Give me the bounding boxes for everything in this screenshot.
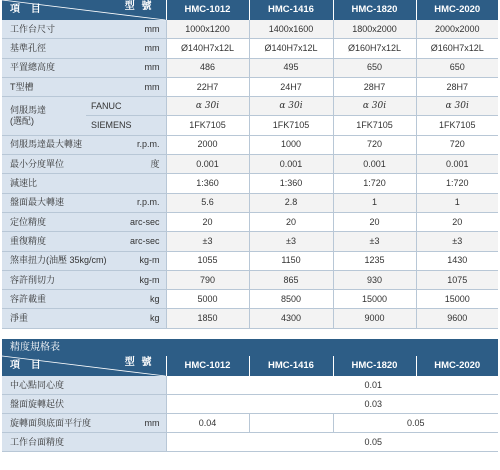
row-label-cell [2, 290, 86, 309]
model-header: HMC-1416 [249, 356, 333, 376]
value-cell: 15000 [416, 290, 498, 309]
item-label: 項 目 [10, 4, 45, 15]
row-label: 容許載重 [10, 293, 47, 304]
servo-label-cell [2, 97, 86, 136]
row-label: 工作台尺寸 [10, 23, 56, 34]
row-unit: mm [86, 77, 166, 96]
table-row [2, 232, 498, 251]
value-cell: 1150 [249, 251, 333, 270]
table-row [2, 193, 498, 212]
row-unit [86, 433, 166, 452]
row-label-cell [2, 135, 86, 154]
value-cell: 1FK7105 [416, 116, 498, 135]
spec-header-row [2, 0, 498, 20]
row-label-cell [2, 193, 86, 212]
value-cell: 0.01 [166, 376, 498, 395]
value-cell [249, 414, 333, 433]
value-cell: 20 [249, 212, 333, 231]
value-cell: 650 [333, 58, 416, 77]
value-cell: 0.03 [166, 395, 498, 414]
value-cell: 9600 [416, 309, 498, 328]
spec-header-item-cell [2, 0, 166, 20]
row-label: 平置總高度 [10, 62, 56, 73]
table-row [2, 58, 498, 77]
row-label: 中心點同心度 [10, 379, 65, 390]
row-unit: kg [86, 290, 166, 309]
row-label: 盤面旋轉起伏 [10, 398, 65, 409]
model-header: HMC-2020 [416, 0, 498, 20]
value-cell: 5000 [166, 290, 249, 309]
value-cell: 790 [166, 270, 249, 289]
value-cell: 1FK7105 [249, 116, 333, 135]
value-cell: α 30i [249, 97, 333, 116]
value-cell: α 30i [166, 97, 249, 116]
row-unit: 度 [86, 155, 166, 174]
value-cell: 2.8 [249, 193, 333, 212]
row-label-cell [2, 77, 86, 96]
row-unit [86, 174, 166, 193]
value-cell: 865 [249, 270, 333, 289]
value-cell: 5.6 [166, 193, 249, 212]
value-cell: 9000 [333, 309, 416, 328]
value-cell: 1:720 [416, 174, 498, 193]
value-cell: 28H7 [333, 77, 416, 96]
value-cell: 20 [416, 212, 498, 231]
row-label-cell [2, 212, 86, 231]
model-header: HMC-1012 [166, 356, 249, 376]
row-label-cell [2, 251, 107, 270]
row-label: 煞車扭力(油壓 35kg/cm) [10, 255, 107, 266]
value-cell: 720 [416, 135, 498, 154]
row-label: 重復精度 [10, 235, 47, 246]
row-label-cell [2, 309, 86, 328]
table-row [2, 155, 498, 174]
precision-header-row [2, 356, 498, 376]
value-cell: 1400x1600 [249, 20, 333, 39]
table-row [2, 97, 498, 116]
row-label-cell [2, 232, 86, 251]
value-cell: 930 [333, 270, 416, 289]
value-cell: 0.001 [416, 155, 498, 174]
table-row [2, 309, 498, 328]
row-label: 基準孔徑 [10, 42, 47, 53]
precision-header-item-cell [2, 356, 166, 376]
value-cell: 0.001 [249, 155, 333, 174]
value-cell: Ø140H7x12L [166, 39, 249, 58]
precision-row [2, 376, 498, 395]
value-cell: 20 [166, 212, 249, 231]
value-cell: α 30i [333, 97, 416, 116]
row-label: 最小分度單位 [10, 158, 65, 169]
row-label: 定位精度 [10, 216, 47, 227]
row-label-cell [2, 58, 86, 77]
row-label: 工作台面精度 [10, 436, 65, 447]
row-unit [86, 395, 166, 414]
precision-row [2, 395, 498, 414]
row-label: 淨重 [10, 313, 29, 324]
table-row [2, 20, 498, 39]
servo-label-line1: 伺服馬達 [10, 104, 47, 115]
row-label-cell [2, 376, 86, 395]
value-cell: 8500 [249, 290, 333, 309]
model-header: HMC-1416 [249, 0, 333, 20]
row-unit: kg-m [86, 251, 166, 270]
precision-table [2, 356, 498, 452]
item-label: 項 目 [10, 360, 45, 371]
row-unit: mm [86, 39, 166, 58]
model-header: HMC-1820 [333, 0, 416, 20]
row-label: 伺服馬達最大轉速 [10, 139, 83, 150]
value-cell: 20 [333, 212, 416, 231]
servo-label-line2: (選配) [10, 115, 34, 126]
table-row [2, 212, 498, 231]
table-row [2, 251, 498, 270]
value-cell: 1FK7105 [333, 116, 416, 135]
value-cell: 28H7 [416, 77, 498, 96]
value-cell: 1FK7105 [166, 116, 249, 135]
row-unit: kg-m [86, 270, 166, 289]
row-label: 盤面最大轉速 [10, 197, 65, 208]
row-label: T型槽 [10, 81, 34, 92]
value-cell: ±3 [166, 232, 249, 251]
value-cell: 0.04 [166, 414, 249, 433]
servo-sub-label: SIEMENS [86, 116, 166, 135]
row-label-cell [2, 20, 86, 39]
value-cell: 1000 [249, 135, 333, 154]
value-cell: Ø140H7x12L [249, 39, 333, 58]
value-cell: 1:720 [333, 174, 416, 193]
value-cell: 1430 [416, 251, 498, 270]
table-row [2, 39, 498, 58]
model-header: HMC-1012 [166, 0, 249, 20]
row-label-cell [2, 39, 86, 58]
value-cell: 0.001 [333, 155, 416, 174]
precision-row [2, 414, 498, 433]
value-cell: 486 [166, 58, 249, 77]
table-row [2, 135, 498, 154]
row-label-cell [2, 155, 86, 174]
servo-sub-label: FANUC [86, 97, 166, 116]
model-header: HMC-1820 [333, 356, 416, 376]
row-label-cell [2, 270, 86, 289]
value-cell: 0.001 [166, 155, 249, 174]
row-label: 容許削切力 [10, 274, 56, 285]
model-label: 型 號 [124, 1, 154, 12]
value-cell: 495 [249, 58, 333, 77]
value-cell: Ø160H7x12L [416, 39, 498, 58]
row-unit: mm [86, 58, 166, 77]
value-cell: 0.05 [333, 414, 498, 433]
table-row [2, 270, 498, 289]
row-unit: arc-sec [86, 232, 166, 251]
table-row [2, 174, 498, 193]
row-label: 旋轉面與底面平行度 [10, 417, 92, 428]
row-label-cell [2, 414, 92, 433]
value-cell: 24H7 [249, 77, 333, 96]
row-label-cell [2, 174, 86, 193]
precision-row [2, 433, 498, 452]
row-unit: mm [86, 414, 166, 433]
value-cell: α 30i [416, 97, 498, 116]
value-cell: 1235 [333, 251, 416, 270]
row-label-cell [2, 395, 86, 414]
value-cell: 650 [416, 58, 498, 77]
table-row [2, 77, 498, 96]
row-unit: kg [86, 309, 166, 328]
value-cell: 1 [416, 193, 498, 212]
model-label: 型 號 [124, 357, 154, 368]
value-cell: 1075 [416, 270, 498, 289]
value-cell: ±3 [333, 232, 416, 251]
row-unit: arc-sec [86, 212, 166, 231]
row-label: 減速比 [10, 178, 38, 189]
value-cell: 2000 [166, 135, 249, 154]
value-cell: 1800x2000 [333, 20, 416, 39]
value-cell: Ø160H7x12L [333, 39, 416, 58]
value-cell: 22H7 [166, 77, 249, 96]
value-cell: 2000x2000 [416, 20, 498, 39]
row-unit: r.p.m. [86, 193, 166, 212]
value-cell: 1 [333, 193, 416, 212]
table-row [2, 290, 498, 309]
value-cell: 15000 [333, 290, 416, 309]
spec-table [2, 0, 498, 329]
row-unit: mm [86, 20, 166, 39]
value-cell: 1:360 [166, 174, 249, 193]
value-cell: 1850 [166, 309, 249, 328]
value-cell: ±3 [249, 232, 333, 251]
value-cell: 720 [333, 135, 416, 154]
section-title: 精度規格表 [2, 339, 498, 356]
row-unit: r.p.m. [86, 135, 166, 154]
value-cell: 1000x1200 [166, 20, 249, 39]
value-cell: 1055 [166, 251, 249, 270]
row-label-cell [2, 433, 86, 452]
value-cell: 1:360 [249, 174, 333, 193]
row-unit [86, 376, 166, 395]
value-cell: ±3 [416, 232, 498, 251]
value-cell: 4300 [249, 309, 333, 328]
value-cell: 0.05 [166, 433, 498, 452]
model-header: HMC-2020 [416, 356, 498, 376]
